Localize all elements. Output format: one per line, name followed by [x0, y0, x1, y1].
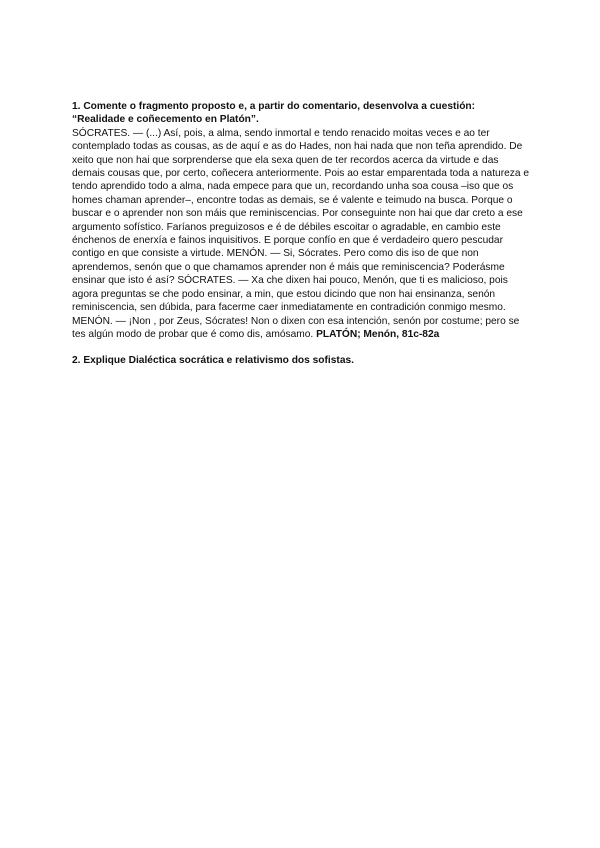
document-page [72, 100, 532, 368]
text-fragment [72, 127, 532, 342]
fragment-citation: PLATÓN; Menón, 81c-82a [316, 328, 440, 340]
question-1-prompt: 1. Comente o fragmento proposto e, a partir do comentario, desenvolva a cuestión: [72, 101, 476, 112]
fragment-text: SÓCRATES. — (...) Así, pois, a alma, sendo inmortal e tendo renacido moitas veces e ao ter contemplado todas as cousas, as de aquí e as do Hades, non hai nada que non teña aprendido. De xeito que non hai que sorprenderse que ela sexa quen de ter recordos acerca da virtude e das demais cousas que, por certo, coñecera anteriormente. Pois ao estar emparentada toda a natureza e tendo aprendido todo a alma, nada empece para que un, recordando unha soa cousa –iso que os homes chaman aprender–, encontre todas as demais, se é valente e teimudo na busca. Porque o buscar e o aprender non son máis que reminiscencias. Por conseguinte non hai que dar creto a ese argumento sofístico. Faríanos preguizosos e é de débiles escoitar o agradable, en cambio este énchenos de enerxía e fainos inquisitivos. E porque confío en que é verdadeiro quero pescudar contigo en que consiste a virtude. MENÓN. — Si, Sócrates. Pero como dis iso de que non aprendemos, senón que o que chamamos aprender non é máis que reminiscencia? Poderásme ensinar que isto é así? SÓCRATES. — Xa che dixen hai pouco, Menón, que ti es malicioso, pois agora preguntas se che podo ensinar, a min, que estou dicindo que non hai ensinanza, senón reminiscencia, sen dúbida, para facerme caer inmediatamente en contradición conmigo mesmo. MENÓN. — ¡Non , por Zeus, Sócrates! Non o dixen con esa intención, senón por costume; pero se tes algún modo de probar que é como dis, amósamo. [72, 127, 530, 340]
question-1-topic: “Realidade e coñecemento en Platón”. [72, 114, 259, 126]
question-2: 2. Explique Dialéctica socrática e relativismo dos sofistas. [72, 355, 354, 367]
question-1-heading [72, 100, 532, 127]
